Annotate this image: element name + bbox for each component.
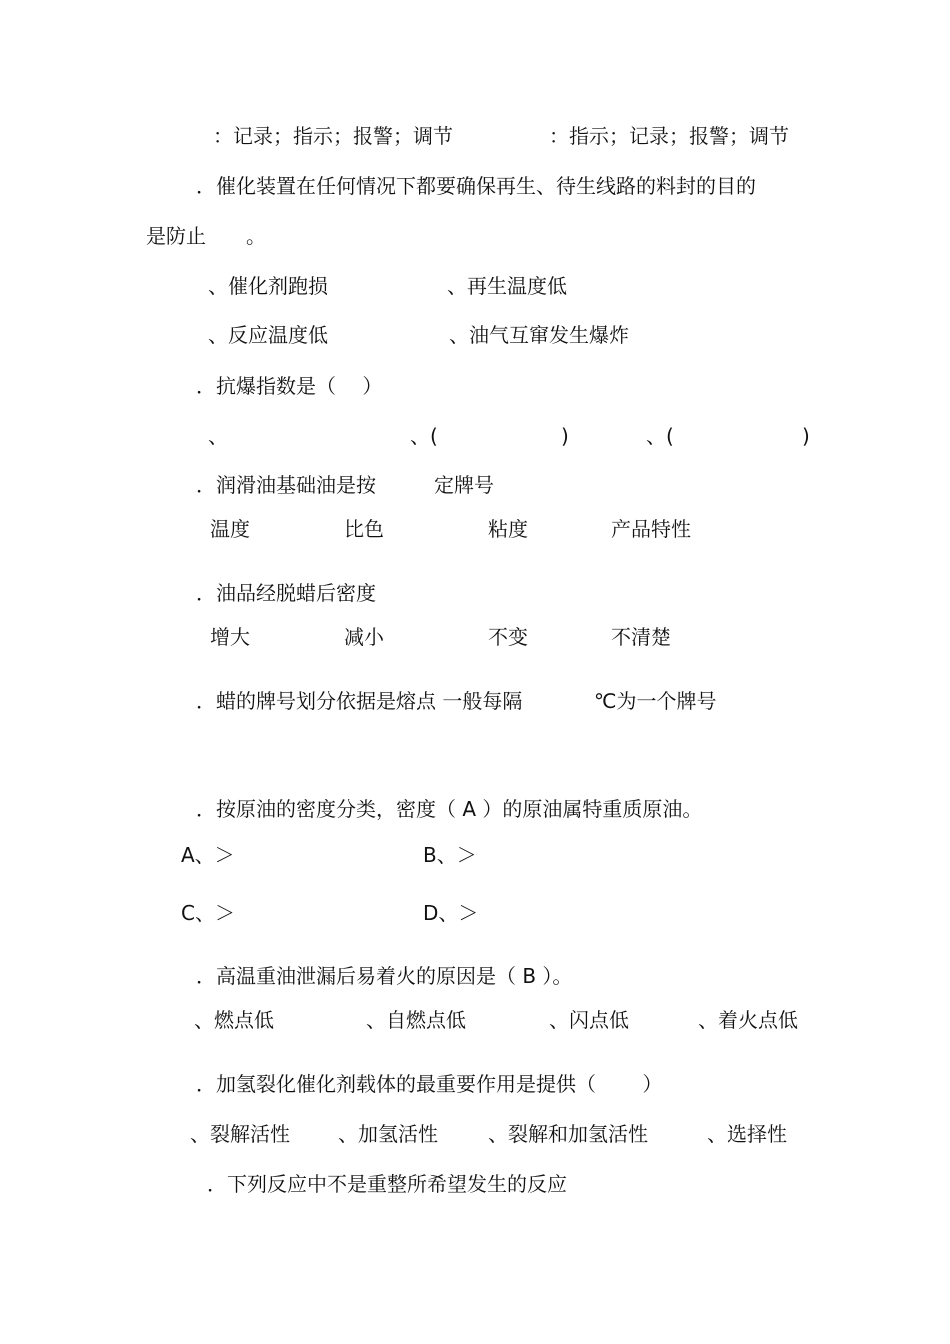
question-stem: ．加氢裂化催化剂载体的最重要作用是提供（ ） [196,1072,663,1096]
option-a: 、裂解活性 [190,1122,290,1146]
question-stem: ．下列反应中不是重整所希望发生的反应 [207,1172,567,1196]
option-c-close: ) [802,424,810,448]
option-b: 、再生温度低 [447,274,567,298]
option-b: 、自燃点低 [366,1008,466,1032]
option-c: 、反应温度低 [208,323,328,347]
option-c: C、＞ [181,901,235,925]
option-a: 温度 [210,517,250,541]
question-stem: ．油品经脱蜡后密度 [196,581,376,605]
option-a: 、燃点低 [194,1008,274,1032]
question-stem-line-2: 是防止 。 [146,224,266,248]
option-d: 、着火点低 [698,1008,798,1032]
question-stem-line-1: ．催化装置在任何情况下都要确保再生、待生线路的料封的目的 [196,174,756,198]
question-stem-part-1: ．润滑油基础油是按 [196,473,376,497]
option-c: 、裂解和加氢活性 [488,1122,648,1146]
question-stem: ．按原油的密度分类，密度（ A ）的原油属特重质原油。 [196,797,703,821]
question-stem-part-1: ．蜡的牌号划分依据是熔点 一般每隔 [196,689,523,713]
question-stem: ．高温重油泄漏后易着火的原因是（ B ）。 [196,964,573,988]
option-d: 不清楚 [611,625,671,649]
option-d: 产品特性 [611,517,691,541]
option-a: 、 [208,424,228,448]
option-c: 、闪点低 [549,1008,629,1032]
question-stem-part-2: ℃为一个牌号 [594,689,717,713]
option-b-close: ) [561,424,569,448]
option-b: B、＞ [423,843,477,867]
option-a: A、＞ [181,843,235,867]
option-c: 粘度 [488,517,528,541]
option-d: 、选择性 [707,1122,787,1146]
option-d: D、＞ [423,901,479,925]
question-stem: ．抗爆指数是（ ） [196,374,383,398]
record-indicator-text-right: ：指示；记录；报警；调节 [549,124,789,148]
record-indicator-text-left: ：记录；指示；报警；调节 [213,124,453,148]
option-b: 减小 [344,625,384,649]
option-b: 比色 [344,517,384,541]
question-stem-part-2: 定牌号 [434,473,494,497]
option-d: 、油气互窜发生爆炸 [449,323,629,347]
option-b: 、( [410,424,438,448]
option-b: 、加氢活性 [338,1122,438,1146]
option-a: 、催化剂跑损 [208,274,328,298]
option-c: 、( [646,424,674,448]
option-c: 不变 [488,625,528,649]
option-a: 增大 [210,625,250,649]
